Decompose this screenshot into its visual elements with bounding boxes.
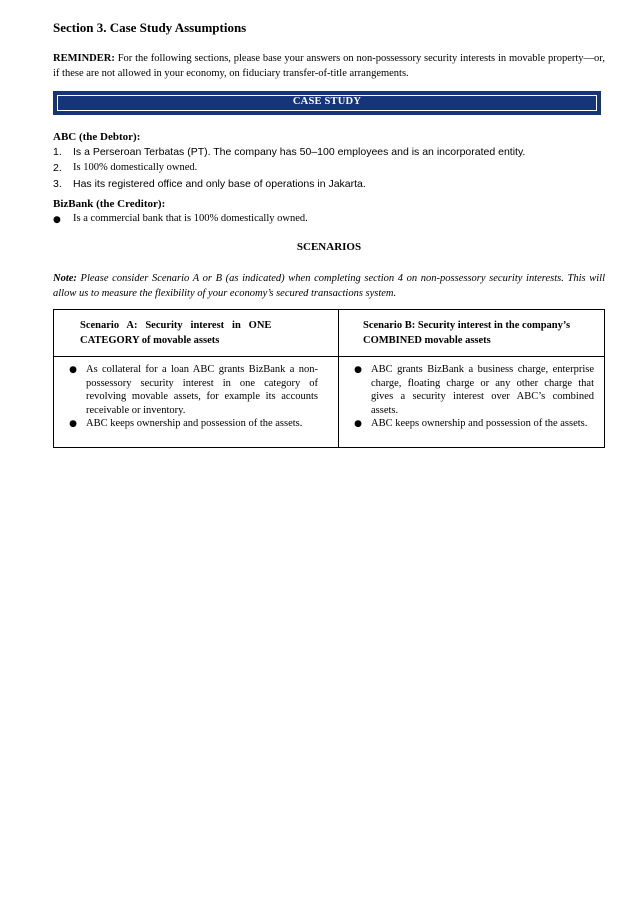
scenario-a-header: [54, 310, 331, 357]
note-label: Note:: [53, 273, 77, 284]
debtor-list: [53, 146, 605, 194]
section-title: Section 3. Case Study Assumptions: [53, 20, 247, 35]
bullet-icon: ●: [354, 419, 362, 429]
scenario-b-body: [339, 357, 605, 448]
item-text: Has its registered office and only base of operations in Jakarta.: [73, 178, 366, 190]
bullet-icon: ●: [53, 215, 61, 225]
list-item: [53, 146, 605, 162]
scenarios-heading: SCENARIOS: [296, 241, 362, 253]
scenario-b-title-line1: Scenario B: Security interest in the company’s: [363, 320, 571, 331]
bullet-icon: ●: [354, 365, 362, 375]
item-text: As collateral for a loan ABC grants BizBank a non-possessory security interest in one category of revolving movable assets, for example its accounts receivable or inventory.: [86, 364, 318, 416]
item-text: Is a Perseroan Terbatas (PT). The company has 50–100 employees and is an incorporated entity.: [73, 146, 526, 158]
case-study-banner: [53, 91, 601, 115]
item-number: 1.: [53, 146, 62, 158]
bullet-icon: ●: [69, 365, 77, 375]
scenario-a-body: [54, 357, 339, 448]
debtor-heading: ABC (the Debtor):: [53, 131, 141, 143]
note-paragraph: [53, 271, 605, 301]
note-text: Please consider Scenario A or B (as indicated) when completing section 4 on non-possessory security interests. This will allow us to measure the flexibility of your economy’s secured transactions system.: [53, 273, 605, 299]
item-text: ABC keeps ownership and possession of the assets.: [371, 418, 588, 429]
bullet-icon: ●: [69, 419, 77, 429]
list-item: [60, 417, 318, 431]
creditor-list-item: [53, 213, 308, 227]
item-number: 3.: [53, 178, 62, 190]
reminder-label: REMINDER:: [53, 53, 115, 64]
list-item: [345, 417, 594, 431]
header-gap: [330, 310, 339, 357]
table-body-row: [54, 357, 605, 448]
list-item: [345, 363, 594, 417]
item-text: Is a commercial bank that is 100% domestically owned.: [73, 213, 308, 224]
item-text: Is 100% domestically owned.: [73, 162, 198, 173]
creditor-heading: BizBank (the Creditor):: [53, 198, 166, 210]
reminder-text: For the following sections, please base your answers on non-possessory security interests in movable property—or, if these are not allowed in your economy, on fiduciary transfer-of-title arrangements.: [53, 53, 605, 79]
item-text: ABC grants BizBank a business charge, enterprise charge, floating charge or any other charge that gives a security interest over ABC’s combined assets.: [371, 364, 594, 416]
scenario-b-header: [339, 310, 605, 357]
scenarios-table: [53, 309, 605, 448]
banner-title: CASE STUDY: [292, 96, 362, 107]
item-number: 2.: [53, 162, 62, 174]
list-item: [53, 178, 605, 194]
item-text: ABC keeps ownership and possession of the assets.: [86, 418, 303, 429]
list-item: [60, 363, 318, 417]
list-item: [53, 162, 605, 178]
table-header-row: [54, 310, 605, 357]
reminder-paragraph: [53, 51, 605, 81]
scenario-b-title-line2: COMBINED movable assets: [363, 335, 491, 346]
scenario-a-title-line1: Scenario A: Security interest in ONE: [80, 320, 272, 331]
scenario-a-title-line2: CATEGORY of movable assets: [80, 335, 220, 346]
